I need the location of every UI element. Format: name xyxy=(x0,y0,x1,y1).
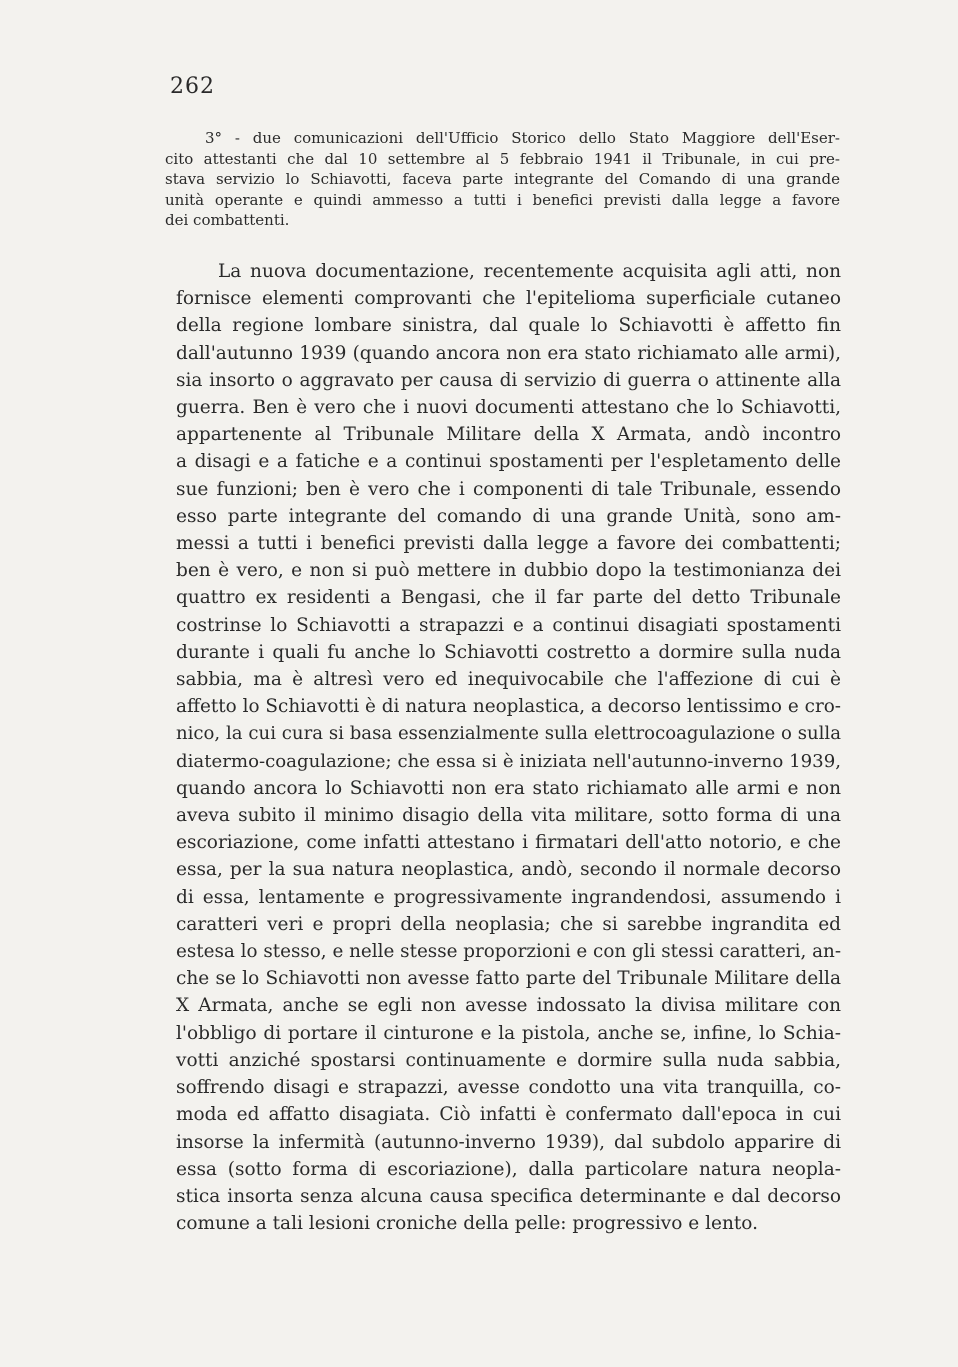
paragraph-line: votti anziché spostarsi continuamente e dormire sulla nuda sabbia, xyxy=(176,1049,841,1071)
paragraph-line: estesa lo stesso, e nelle stesse proporzioni e con gli stessi caratteri, an- xyxy=(176,941,842,963)
paragraph-line: appartenente al Tribunale Militare della X Armata, andò incontro xyxy=(176,424,841,446)
item-3-line: stava servizio lo Schiavotti, faceva parte integrante del Comando di una grande xyxy=(165,170,840,188)
paragraph-line: comune a tali lesioni croniche della pelle: progressivo e lento. xyxy=(176,1213,758,1235)
paragraph-line: dall'autunno 1939 (quando ancora non era stato richiamato alle armi), xyxy=(176,342,841,364)
paragraph-line: caratteri veri e propri della neoplasia; che si sarebbe ingrandita ed xyxy=(176,913,841,935)
item-3-line: dei combattenti. xyxy=(165,211,290,229)
paragraph-line: messi a tutti i benefici previsti dalla legge a favore dei combattenti; xyxy=(176,533,841,555)
paragraph-line: esso parte integrante del comando di una grande Unità, sono am- xyxy=(176,505,841,527)
paragraph-line: diatermo-coagulazione; che essa si è iniziata nell'autunno-inverno 1939, xyxy=(176,750,841,772)
paragraph-line: essa (sotto forma di escoriazione), dalla particolare natura neopla- xyxy=(176,1158,841,1180)
paragraph-line: stica insorta senza alcuna causa specifica determinante e dal decorso xyxy=(176,1185,841,1207)
paragraph-line: soffrendo disagi e strapazzi, avesse condotto una vita tranquilla, co- xyxy=(176,1077,841,1099)
main-paragraph xyxy=(176,258,841,1237)
paragraph-line: affetto lo Schiavotti è di natura neoplastica, a decorso lentissimo e cro- xyxy=(176,696,841,718)
paragraph-line: nico, la cui cura si basa essenzialmente sulla elettrocoagulazione o sulla xyxy=(176,723,841,745)
paragraph-line: guerra. Ben è vero che i nuovi documenti attestano che lo Schiavotti, xyxy=(176,397,841,419)
paragraph-line: quando ancora lo Schiavotti non era stato richiamato alle armi e non xyxy=(176,777,841,799)
paragraph-line: sabbia, ma è altresì vero ed inequivocabile che l'affezione di cui è xyxy=(176,669,841,691)
item-3-paragraph xyxy=(165,128,840,231)
paragraph-line: costrinse lo Schiavotti a strapazzi e a continui disagiati spostamenti xyxy=(176,614,841,636)
paragraph-line: escoriazione, come infatti attestano i firmatari dell'atto notorio, e che xyxy=(176,832,841,854)
paragraph-line: sia insorto o aggravato per causa di servizio di guerra o attinente alla xyxy=(176,369,841,391)
paragraph-line: di essa, lentamente e progressivamente ingrandendosi, assumendo i xyxy=(176,886,841,908)
item-3-line: cito attestanti che dal 10 settembre al 5 febbraio 1941 il Tribunale, in cui pre- xyxy=(165,149,840,168)
paragraph-line: essa, per la sua natura neoplastica, andò, secondo il normale decorso xyxy=(176,859,841,881)
paragraph-line: X Armata, anche se egli non avesse indossato la divisa militare con xyxy=(176,995,841,1017)
paragraph-line: insorse la infermità (autunno-inverno 1939), dal subdolo apparire di xyxy=(176,1131,841,1153)
paragraph-line: fornisce elementi comprovanti che l'epitelioma superficiale cutaneo xyxy=(176,288,841,310)
paragraph-line: che se lo Schiavotti non avesse fatto parte del Tribunale Militare della xyxy=(176,968,841,990)
paragraph-line: aveva subito il minimo disagio della vita militare, sotto forma di una xyxy=(176,805,841,827)
paragraph-line: della regione lombare sinistra, dal quale lo Schiavotti è affetto fin xyxy=(176,315,841,337)
item-3-line: 3° - due comunicazioni dell'Ufficio Storico dello Stato Maggiore dell'Eser- xyxy=(205,129,840,147)
paragraph-line: moda ed affatto disagiata. Ciò infatti è confermato dall'epoca in cui xyxy=(176,1104,841,1126)
paragraph-line: sue funzioni; ben è vero che i componenti di tale Tribunale, essendo xyxy=(176,478,841,500)
paragraph-line: quattro ex residenti a Bengasi, che il far parte del detto Tribunale xyxy=(176,587,841,609)
paragraph-line: a disagi e a fatiche e a continui spostamenti per l'espletamento delle xyxy=(176,451,841,473)
paragraph-line: ben è vero, e non si può mettere in dubbio dopo la testimonianza dei xyxy=(176,560,841,582)
item-3-line: unità operante e quindi ammesso a tutti i benefici previsti dalla legge a favore xyxy=(165,190,840,209)
paragraph-line: La nuova documentazione, recentemente acquisita agli atti, non xyxy=(218,261,841,282)
paragraph-line: l'obbligo di portare il cinturone e la pistola, anche se, infine, lo Schia- xyxy=(176,1022,841,1044)
page-number: 262 xyxy=(170,74,215,99)
paragraph-line: durante i quali fu anche lo Schiavotti costretto a dormire sulla nuda xyxy=(176,641,841,663)
